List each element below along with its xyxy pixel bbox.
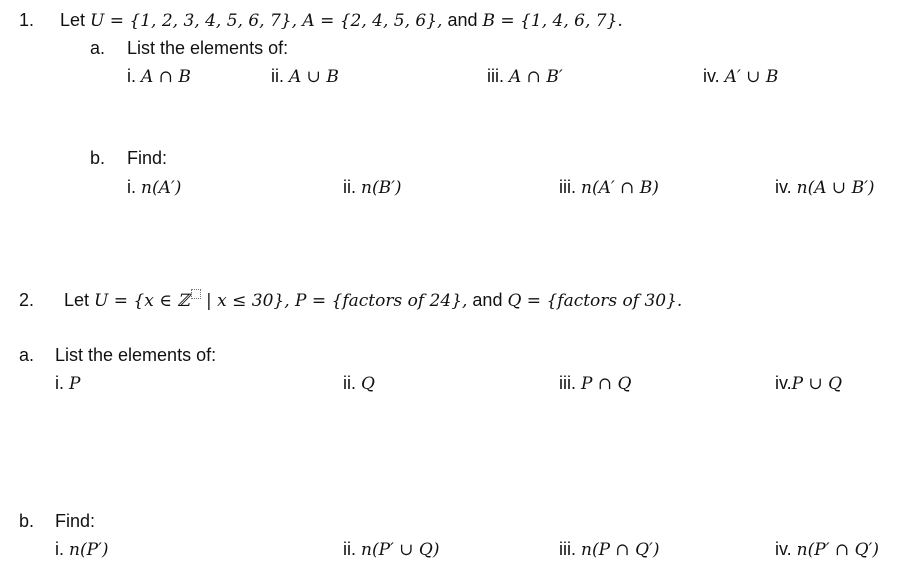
q1-part-a-heading: List the elements of: — [127, 38, 289, 58]
q2b-item-ii: ii. n(P′ ∪ Q) — [343, 539, 440, 560]
q2b-item-i: i. n(P′) — [55, 539, 109, 560]
q2b-item-iii: iii. n(P ∩ Q′) — [559, 539, 660, 560]
question-2-number: 2. — [19, 290, 35, 310]
q2-part-b-heading: Find: — [55, 511, 96, 531]
question-2-intro: Let U = {x ∈ ℤ | x ≤ 30}, P = {factors of 24}, and Q = {factors of 30}. — [64, 290, 683, 311]
q1-part-b-label: b. — [90, 148, 106, 168]
q2a-item-ii: ii. Q — [343, 373, 375, 394]
q2-part-a-heading: List the elements of: — [55, 345, 217, 365]
question-1-intro: Let U = {1, 2, 3, 4, 5, 6, 7}, A = {2, 4, 5, 6}, and B = {1, 4, 6, 7}. — [60, 10, 623, 31]
placeholder-box-icon — [191, 289, 201, 299]
q1b-item-iv: iv. n(A ∪ B′) — [775, 177, 875, 198]
q1a-item-i: i. A ∩ B — [127, 66, 191, 87]
q1a-item-iii: iii. A ∩ B′ — [487, 66, 563, 87]
q1-part-b-heading: Find: — [127, 148, 168, 168]
q2-part-b-label: b. — [19, 511, 35, 531]
q1b-item-ii: ii. n(B′) — [343, 177, 402, 198]
q1b-item-i: i. n(A′) — [127, 177, 182, 198]
q1b-item-iii: iii. n(A′ ∩ B) — [559, 177, 659, 198]
q1-part-a-label: a. — [90, 38, 106, 58]
q2b-item-iv: iv. n(P′ ∩ Q′) — [775, 539, 880, 560]
q2-part-a-label: a. — [19, 345, 35, 365]
q2a-item-iv: iv.P ∪ Q — [775, 373, 843, 394]
q2a-item-i: i. P — [55, 373, 81, 394]
q1a-item-ii: ii. A ∪ B — [271, 66, 339, 87]
q1a-item-iv: iv. A′ ∪ B — [703, 66, 779, 87]
q2a-item-iii: iii. P ∩ Q — [559, 373, 632, 394]
question-1-number: 1. — [19, 10, 35, 30]
